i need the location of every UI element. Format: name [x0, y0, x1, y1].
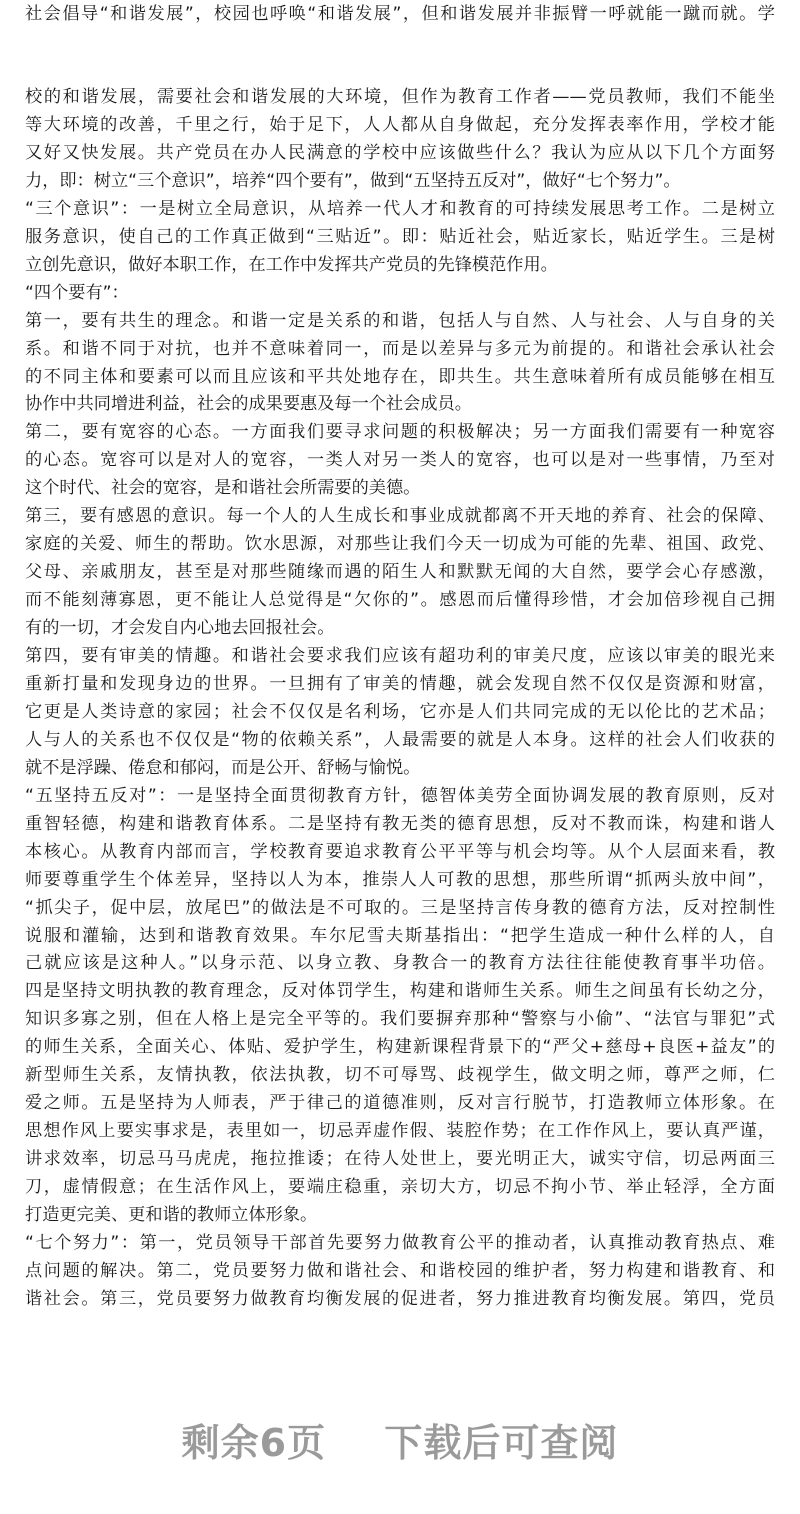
text-line: 又好又快发展。共产党员在办人民满意的学校中应该做些什么？我认为应从以下几个方面努	[25, 142, 775, 163]
text-line: 刀，虚情假意；在生活作风上，要端庄稳重，亲切大方，切忌不拘小节、举止轻浮，全方面	[25, 1177, 775, 1198]
text-line: 的师生关系，全面关心、体贴、爱护学生，构建新课程背景下的“严父+慈母+良医+益友”的	[25, 1037, 776, 1058]
text-line: 重智轻德，构建和谐教育体系。二是坚持有教无类的德育思想，反对不教而诛，构建和谐人	[25, 813, 775, 834]
text-line: 第三，要有感恩的意识。每一个人的人生成长和事业成就都离不开天地的养育、社会的保障、	[25, 506, 775, 527]
text-line: “四个要有”：	[25, 282, 129, 303]
text-line: 师要尊重学生个体差异，坚持以人为本，推崇人人可教的思想，那些所谓“抓两头放中间”，	[25, 869, 775, 890]
text-line: 人与人的关系也不仅仅是“物的依赖关系”，人最需要的就是人本身。这样的社会人们收获的	[25, 729, 775, 750]
download-prompt-label[interactable]: 下载后可查阅	[384, 1421, 619, 1465]
text-line: 讲求效率，切忌马马虎虎，拖拉推诿；在待人处世上，要光明正大，诚实守信，切忌两面三	[25, 1149, 775, 1170]
text-line: 本核心。从教育内部而言，学校教育要追求教育公平平等与机会均等。从个人层面来看，教	[25, 841, 775, 862]
download-banner[interactable]	[0, 1412, 800, 1467]
text-line: 有的一切，才会发自内心地去回报社会。	[25, 618, 335, 639]
text-line: 点问题的解决。第二，党员要努力做和谐社会、和谐校园的维护者，努力构建和谐教育、和	[25, 1260, 775, 1281]
text-line: “三个意识”：一是树立全局意识，从培养一代人才和教育的可持续发展思考工作。二是树立	[25, 198, 775, 219]
text-line: 谐社会。第三，党员要努力做教育均衡发展的促进者，努力推进教育均衡发展。第四，党员	[25, 1288, 775, 1309]
text-line: 家庭的关爱、师生的帮助。饮水思源，对那些让我们今天一切成为可能的先辈、祖国、政党、	[25, 534, 775, 555]
text-line: 父母、亲戚朋友，甚至是对那些随缘而遇的陌生人和默默无闻的大自然，要学会心存感激，	[25, 562, 775, 583]
text-line: 思想作风上要实事求是，表里如一，切忌弄虚作假、装腔作势；在工作作风上，要认真严谨，	[25, 1121, 775, 1142]
text-line: 就不是浮躁、倦怠和郁闷，而是公开、舒畅与愉悦。	[25, 757, 421, 778]
text-line: 爱之师。五是坚持为人师表，严于律己的道德准则，反对言行脱节，打造教师立体形象。在	[25, 1093, 775, 1114]
text-line: 这个时代、社会的宽容，是和谐社会所需要的美德。	[25, 478, 421, 499]
text-line: 立创先意识，做好本职工作，在工作中发挥共产党员的先锋模范作用。	[25, 254, 558, 275]
text-line: 系。和谐不同于对抗，也并不意味着同一，而是以差异与多元为前提的。和谐社会承认社会	[25, 338, 775, 359]
text-line: 协作中共同增进利益，社会的成果要惠及每一个社会成员。	[25, 394, 472, 415]
text-line: 力，即：树立“三个意识”，培养“四个要有”，做到“五坚持五反对”，做好“七个努力”。	[25, 170, 681, 191]
text-line: 的心态。宽容可以是对人的宽容，一类人对另一类人的宽容，也可以是对一些事情，乃至对	[25, 450, 775, 471]
remaining-pages-label: 剩余6页	[181, 1421, 327, 1465]
text-line: 新型师生关系，友情执教，依法执教，切不可辱骂、歧视学生，做文明之师，尊严之师，仁	[25, 1065, 775, 1086]
text-line: 知识多寡之别，但在人格上是完全平等的。我们要摒弃那种“警察与小偷”、“法官与罪犯”式	[25, 1009, 775, 1030]
text-line: 它更是人类诗意的家园；社会不仅仅是名利场，它亦是人们共同完成的无以伦比的艺术品；	[25, 701, 775, 722]
text-line: 服务意识，使自己的工作真正做到“三贴近”。即：贴近社会，贴近家长，贴近学生。三是树	[25, 226, 775, 247]
text-line: 说服和灌输，达到和谐教育效果。车尔尼雪夫斯基指出：“把学生造成一种什么样的人，自	[25, 925, 775, 946]
text-line: 第一，要有共生的理念。和谐一定是关系的和谐，包括人与自然、人与社会、人与自身的关	[25, 310, 775, 331]
text-line: 而不能刻薄寡恩，更不能让人总觉得是“欠你的”。感恩而后懂得珍惜，才会加倍珍视自己拥	[25, 590, 775, 611]
text-line: 四是坚持文明执教的教育理念，反对体罚学生，构建和谐师生关系。师生之间虽有长幼之分，	[25, 981, 775, 1002]
document-first-line: 社会倡导“和谐发展”，校园也呼唤“和谐发展”，但和谐发展并非振臂一呼就能一蹴而就。学	[25, 4, 775, 24]
text-line: “七个努力”：第一，党员领导干部首先要努力做教育公平的推动者，认真推动教育热点、难	[25, 1232, 775, 1253]
text-line: 的不同主体和要素可以而且应该和平共处地存在，即共生。共生意味着所有成员能够在相互	[25, 366, 775, 387]
text-line: 第四，要有审美的情趣。和谐社会要求我们应该有超功利的审美尺度，应该以审美的眼光来	[25, 646, 775, 666]
text-line: 己就应该是这种人。”以身示范、以身立教、身教合一的教育方法往往能使教育事半功倍。	[25, 953, 775, 974]
text-line: 第二，要有宽容的心态。一方面我们要寻求问题的积极解决；另一方面我们需要有一种宽容	[25, 422, 775, 443]
text-line: “五坚持五反对”：一是坚持全面贯彻教育方针，德智体美劳全面协调发展的教育原则，反对	[25, 785, 775, 806]
text-line: 等大环境的改善，千里之行，始于足下，人人都从自身做起，充分发挥表率作用，学校才能	[25, 114, 775, 135]
text-line: 重新打量和发现身边的世界。一旦拥有了审美的情趣，就会发现自然不仅仅是资源和财富，	[25, 673, 775, 694]
text-line: 校的和谐发展，需要社会和谐发展的大环境，但作为教育工作者——党员教师，我们不能坐	[25, 87, 775, 107]
text-line: 打造更完美、更和谐的教师立体形象。	[25, 1205, 318, 1225]
text-line: “抓尖子，促中层，放尾巴”的做法是不可取的。三是坚持言传身教的德育方法，反对控制性	[25, 897, 775, 918]
